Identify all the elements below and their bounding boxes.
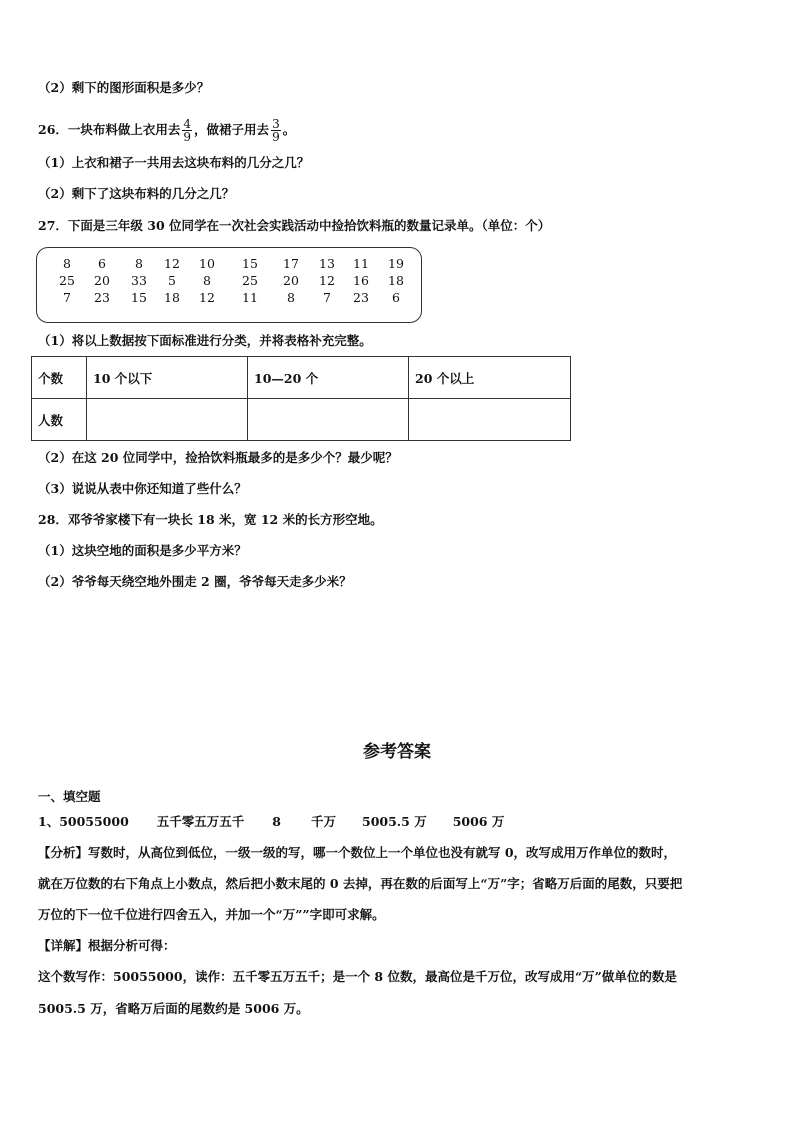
record-cell: 15 (242, 256, 258, 271)
record-cell: 8 (135, 256, 143, 271)
record-cell: 6 (392, 290, 400, 305)
record-cell: 8 (63, 256, 71, 271)
answers-title: 参考答案 (363, 742, 431, 762)
table-header-cell: 个数 (32, 357, 87, 399)
q26-stem-c: 。 (282, 122, 296, 137)
q28-stem: 28．邓爷爷家楼下有一块长 18 米，宽 12 米的长方形空地。 (38, 512, 383, 527)
table-row (32, 399, 571, 441)
record-cell: 5 (168, 273, 176, 288)
table-header-cell: 10 个以下 (87, 357, 248, 399)
record-cell: 33 (131, 273, 147, 288)
record-cell: 11 (353, 256, 369, 271)
q27-part2: （2）在这 20 位同学中，捡拾饮料瓶最多的是多少个？最少呢？ (38, 450, 398, 465)
answer-1-approx: 5006 万 (452, 814, 505, 829)
record-cell: 23 (353, 290, 369, 305)
answer-1-highest-place: 千万 (311, 814, 337, 829)
q27-stem: 27．下面是三年级 30 位同学在一次社会实践活动中捡拾饮料瓶的数量记录单。（单位：个） (38, 218, 551, 233)
q26-stem-b: ，做裙子用去 (194, 122, 270, 137)
record-cell: 12 (199, 290, 215, 305)
q27-part1: （1）将以上数据按下面标准进行分类，并将表格补充完整。 (38, 333, 372, 348)
detail-heading: 【详解】根据分析可得： (38, 938, 176, 953)
q28-part1: （1）这块空地的面积是多少平方米？ (38, 543, 247, 558)
record-cell: 13 (319, 256, 335, 271)
record-sheet (36, 247, 422, 323)
table-row (32, 357, 571, 399)
record-cell: 23 (94, 290, 110, 305)
table-answer-cell[interactable] (409, 399, 571, 441)
fraction-three-ninths: $\frac{3}{9}$ (272, 117, 280, 144)
record-cell: 12 (319, 273, 335, 288)
q26-part2: （2）剩下了这块布料的几分之几？ (38, 186, 235, 201)
answer-1 (38, 814, 504, 830)
table-answer-cell[interactable] (87, 399, 248, 441)
record-cell: 18 (388, 273, 404, 288)
q28-part2: （2）爷爷每天绕空地外围走 2 圈，爷爷每天走多少米？ (38, 574, 352, 589)
record-row (37, 256, 421, 272)
record-cell: 12 (164, 256, 180, 271)
answer-1-reading: 五千零五万五千 (156, 814, 245, 829)
answers-section-heading: 一、填空题 (38, 789, 101, 804)
q26-stem-a: 26．一块布料做上衣用去 (38, 122, 181, 137)
detail-line: 5005.5 万，省略万后面的尾数约是 5006 万。 (38, 1001, 309, 1016)
detail-line: 这个数写作：50055000，读作：五千零五万五千；是一个 8 位数，最高位是千万位，改写成用“万”做单位的数是 (38, 969, 677, 984)
table-header-cell: 20 个以上 (409, 357, 571, 399)
q25-part2: （2）剩下的图形面积是多少？ (38, 80, 210, 95)
record-cell: 19 (388, 256, 404, 271)
fraction-four-ninths: $\frac{4}{9}$ (183, 117, 192, 144)
record-cell: 8 (287, 290, 295, 305)
record-cell: 18 (164, 290, 180, 305)
q26-part1: （1）上衣和裙子一共用去这块布料的几分之几？ (38, 155, 310, 170)
record-row (37, 290, 421, 306)
record-cell: 25 (242, 273, 258, 288)
record-cell: 20 (283, 273, 299, 288)
record-row (37, 273, 421, 289)
table-header-cell: 10—20 个 (248, 357, 409, 399)
classification-table (31, 356, 571, 441)
table-answer-cell[interactable] (248, 399, 409, 441)
analysis-line: 【分析】写数时，从高位到低位，一级一级的写，哪一个数位上一个单位也没有就写 0，改写成用万作单位的数时， (38, 845, 677, 860)
q27-part3: （3）说说从表中你还知道了些什么？ (38, 481, 247, 496)
record-cell: 6 (98, 256, 106, 271)
record-cell: 10 (199, 256, 215, 271)
record-cell: 16 (353, 273, 369, 288)
record-cell: 11 (242, 290, 258, 305)
record-cell: 20 (94, 273, 110, 288)
q26-stem (38, 118, 295, 143)
record-cell: 25 (59, 273, 75, 288)
record-cell: 7 (63, 290, 71, 305)
record-cell: 7 (323, 290, 331, 305)
analysis-line: 万位的下一位千位进行四舍五入，并加一个“万””字即可求解。 (38, 907, 385, 922)
record-cell: 17 (283, 256, 299, 271)
analysis-line: 就在万位数的右下角点上小数点，然后把小数末尾的 0 去掉，再在数的后面写上“万”字；省略万后面的尾数，只要把 (38, 876, 683, 891)
answer-1-in-wan: 5005.5 万 (362, 814, 427, 829)
record-cell: 8 (203, 273, 211, 288)
answer-1-number: 1、50055000 (38, 814, 129, 829)
record-cell: 15 (131, 290, 147, 305)
table-row-label: 人数 (32, 399, 87, 441)
answer-1-digits: 8 (272, 814, 281, 829)
